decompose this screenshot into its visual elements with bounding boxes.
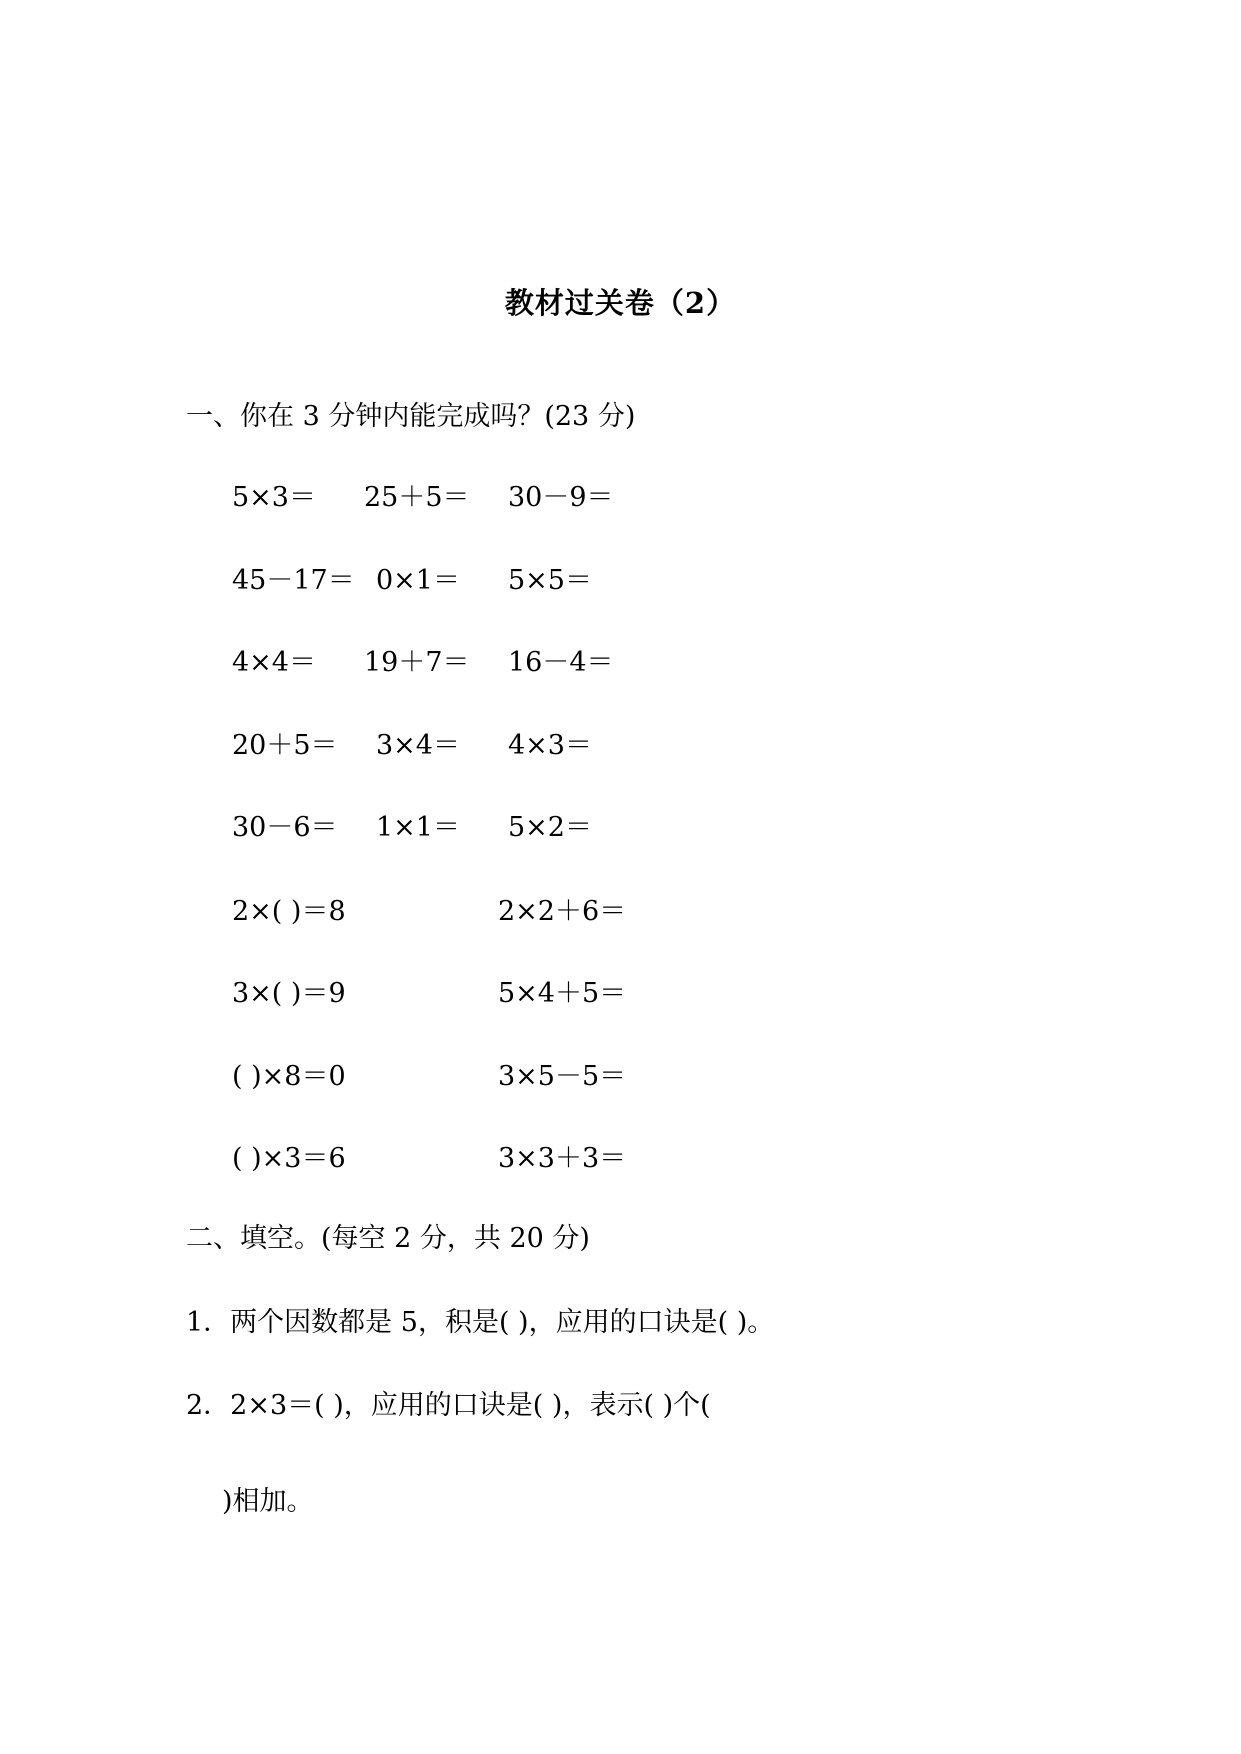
calc-item: 0×1＝ xyxy=(376,565,460,596)
calc-item: 16－4＝ xyxy=(508,647,614,678)
calc-item: 5×5＝ xyxy=(508,565,592,596)
fill-in-item: 2×( )＝8 xyxy=(232,896,346,927)
calc-item: 25＋5＝ xyxy=(364,482,470,513)
calc-item: 4×3＝ xyxy=(508,730,592,761)
calc-item: 30－9＝ xyxy=(508,482,614,513)
calc-item: 3×4＝ xyxy=(376,730,460,761)
calc-item: 5×3＝ xyxy=(232,482,316,513)
calc-item: 1×1＝ xyxy=(376,812,460,843)
page-title: 教材过关卷（2） xyxy=(504,286,737,320)
calc-item: 20＋5＝ xyxy=(232,730,338,761)
calc-item: 5×4＋5＝ xyxy=(498,978,627,1009)
calc-item: 2×2＋6＝ xyxy=(498,896,627,927)
fill-in-item: 3×( )＝9 xyxy=(232,978,346,1009)
section-2-heading: 二、填空。(每空 2 分，共 20 分) xyxy=(186,1223,590,1254)
section-1-heading: 一、你在 3 分钟内能完成吗？(23 分) xyxy=(186,401,636,432)
fill-in-item: ( )×3＝6 xyxy=(232,1143,346,1174)
calc-item: 45－17＝ xyxy=(232,565,355,596)
question-2-continuation: )相加。 xyxy=(222,1486,314,1517)
fill-in-item: ( )×8＝0 xyxy=(232,1061,346,1092)
calc-item: 19＋7＝ xyxy=(364,647,470,678)
question-2: 2．2×3＝( )，应用的口诀是( )，表示( )个( xyxy=(186,1390,711,1421)
calc-item: 3×5－5＝ xyxy=(498,1061,627,1092)
calc-item: 4×4＝ xyxy=(232,647,316,678)
question-1: 1．两个因数都是 5，积是( )，应用的口诀是( )。 xyxy=(186,1307,775,1338)
calc-item: 5×2＝ xyxy=(508,812,592,843)
calc-item: 3×3＋3＝ xyxy=(498,1143,627,1174)
calc-item: 30－6＝ xyxy=(232,812,338,843)
